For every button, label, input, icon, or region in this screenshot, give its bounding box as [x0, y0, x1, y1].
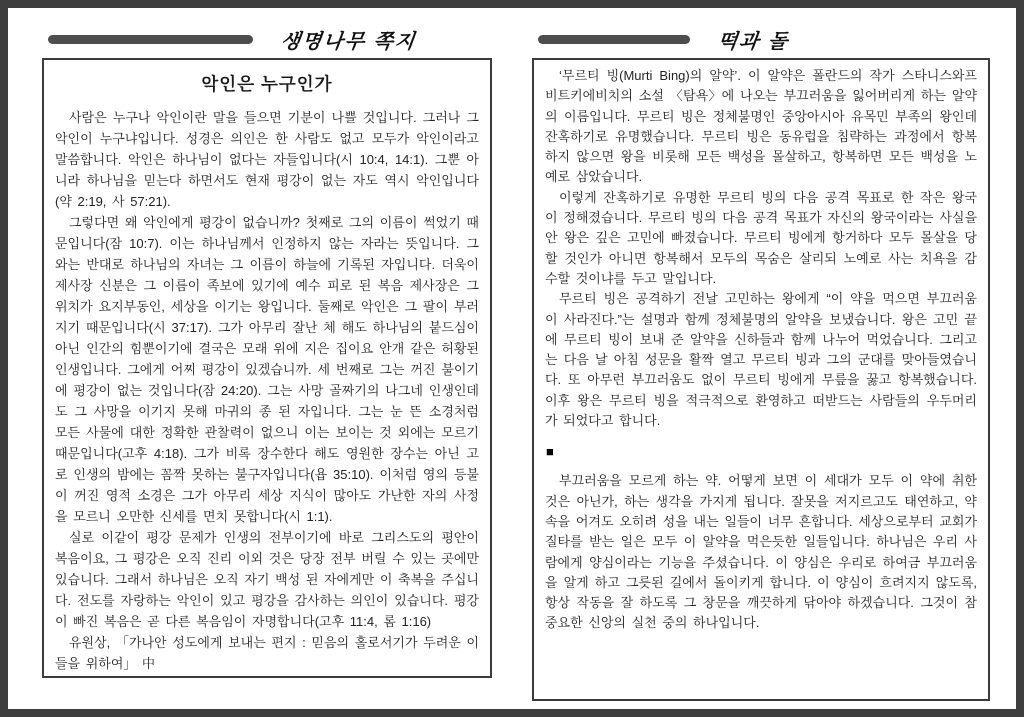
- paragraph: ‘무르티 빙(Murti Bing)의 알약’. 이 알약은 폴란드의 작가 스타니스와프 비트키에비치의 소설 〈탐욕〉에 나오는 부끄러움을 잃어버리게 하는 알약의 이름입니다. 무르티 빙은 정체불명인 중앙아시아 유목민 부족의 왕인데 잔혹하기로 유명했습니다. 무르티 빙은 동유럽을 침략하는 과정에서 항복하지 않으면 왕을 비롯해 모든 백성을 몰살하고, 항복하면 모든 백성을 노예로 삼았습니다.: [545, 68, 977, 185]
- right-header: [532, 26, 990, 52]
- right-page: [532, 26, 990, 701]
- paragraph: 무르티 빙은 공격하기 전날 고민하는 왕에게 “이 약을 먹으면 부끄러움이 사라진다.”는 설명과 함께 정체불명의 알약을 보냈습니다. 왕은 고민 끝에 무르티 빙이 보내 준 알약을 신하들과 함께 나누어 먹었습니다. 그리고는 다음 날 아침 성문을 활짝 열고 무르티 빙과 그의 군대를 맞아들였습니다. 또 아무런 부끄러움도 없이 무르티 빙에게 무릎을 꿇고 항복했습니다. 이후 왕은 무르티 빙을 적극적으로 환영하고 떠받드는 사람들의 우두머리가 되었다고 합니다.: [545, 291, 977, 429]
- left-header: [42, 26, 492, 52]
- right-section-script-title: 떡과 돌: [716, 30, 791, 53]
- source-citation: 유원상, 「가나안 성도에게 보내는 편지 : 믿음의 홀로서기가 두려운 이들을 위하여」 中: [55, 635, 479, 671]
- left-article-box: [42, 58, 492, 678]
- header-bar-icon: [48, 35, 253, 44]
- paragraph: 부끄러움을 모르게 하는 약. 어떻게 보면 이 세대가 모두 이 약에 취한 것은 아닌가, 하는 생각을 가지게 됩니다. 잘못을 저지르고도 태연하고, 약속을 어겨도 오히려 성을 내는 일들이 너무 흔합니다. 세상으로부터 교회가 질타를 받는 일은 모두 이 알약을 먹은듯한 일들입니다. 하나님은 우리 사람에게 양심이라는 기능을 주셨습니다. 이 양심은 우리로 하여금 부끄러움을 알게 하고 그릇된 길에서 돌이키게 합니다. 이 양심이 흐려지지 않도록, 항상 작동을 잘 하도록 그 창문을 깨끗하게 닦아야 하겠습니다. 그것이 참 중요한 신앙의 실천 중의 하나입니다.: [545, 473, 977, 631]
- paragraph: 그렇다면 왜 악인에게 평강이 없습니까? 첫째로 그의 이름이 썩었기 때문입니다(잠 10:7). 이는 하나님께서 인정하지 않는 자라는 뜻입니다. 그와는 반대로 하나님의 자녀는 그 이름이 하늘에 기록된 자입니다. 더욱이 제사장 신분은 그 이름이 족보에 있기에 예수 피로 된 복음 제사장은 그 위치가 요지부동인, 세상을 이기는 왕입니다. 둘째로 악인은 그 팔이 부러지기 때문입니다(시 37:17). 그가 아무리 잘난 체 해도 하나님의 붙드심이 아닌 인간의 힘뿐이기에 결국은 모래 위에 지은 집이요 안개 같은 허황된 인생입니다. 그에게 어찌 평강이 있겠습니까. 세 번째로 그는 꺼진 불이기에 평강이 없는 것입니다(잠 24:20). 그는 사망 골짜기의 나그네 인생인데도 그 사망을 이기지 못해 마귀의 종 된 자입니다. 그는 눈 뜬 소경처럼 모든 사물에 대한 정확한 관찰력이 없으니 이는 보이는 것 외에는 모르기 때문입니다(고후 4:18). 그가 비록 장수한다 해도 영원한 장수는 아닌 고로 인생의 밤에는 꼼짝 못하는 불구자입니다(욥 35:10). 이처럼 영의 등불이 꺼진 영적 소경은 그가 아무리 세상 지식이 많아도 가난한 자의 사정을 모르니 오만한 신세를 면치 못합니다(시 1:1).: [55, 215, 479, 524]
- paragraph: 이렇게 잔혹하기로 유명한 무르티 빙의 다음 공격 목표로 한 작은 왕국이 정해졌습니다. 무르티 빙의 다음 공격 목표가 자신의 왕국이라는 사실을 안 왕은 깊은 고민에 빠졌습니다. 무르티 빙에게 항거하다 모두 몰살을 당할 것인가 아니면 항복해서 모두의 목숨은 살리되 노예로 사는 치욕을 감수할 것이냐를 두고 말입니다.: [545, 189, 977, 286]
- left-article-title: 악인은 누구인가: [201, 74, 333, 94]
- paragraph: 사람은 누구나 악인이란 말을 들으면 기분이 나쁠 것입니다. 그러나 그 악인이 누구냐입니다. 성경은 의인은 한 사람도 없고 모두가 악인이라고 말씀합니다. 악인은 하나님이 없다는 자들입니다(시 10:4, 14:1). 그뿐 아니라 하나님을 믿는다 하면서도 현재 평강이 없는 자도 역시 악인입니다(약 2:19, 사 57:21).: [55, 110, 479, 209]
- right-article-body: [545, 66, 977, 634]
- right-article-box: [532, 58, 990, 701]
- paragraph: 실로 이같이 평강 문제가 인생의 전부이기에 바로 그리스도의 평안이 복음이요, 그 평강은 오직 진리 이외 것은 당장 전부 버릴 수 있는 곳에만 있습니다. 그래서 하나님은 오직 자기 백성 된 자에게만 이 축복을 주십니다. 전도를 자랑하는 악인이 있고 평강을 감사하는 의인이 있습니다. 평강이 빠진 복음은 곧 다른 복음임이 자명합니다(고후 11:4, 롬 1:16): [55, 530, 479, 629]
- newsletter-sheet: [8, 8, 1016, 709]
- left-section-script-title: 생명나무 쪽지: [279, 30, 418, 53]
- left-article-body: [55, 107, 479, 674]
- left-page: [42, 26, 492, 678]
- header-bar-icon: [538, 35, 690, 44]
- square-separator-icon: ■: [546, 444, 554, 460]
